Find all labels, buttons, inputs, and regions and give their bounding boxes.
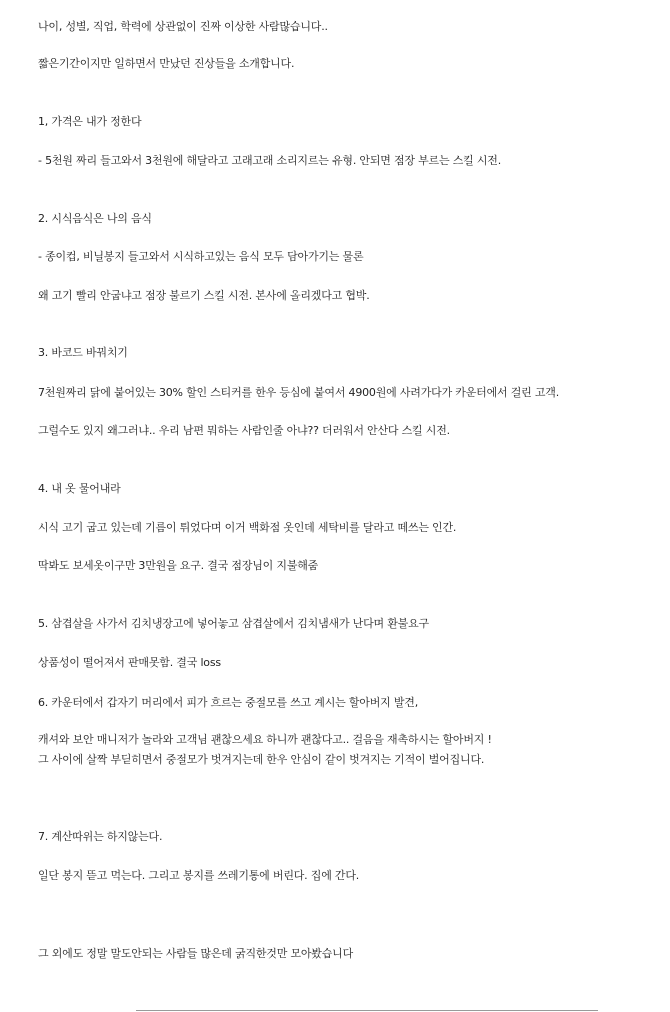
post-line: 6. 카운터에서 갑자기 머리에서 피가 흐르는 중절모를 쓰고 계시는 할아버지 발견, bbox=[38, 696, 418, 709]
post-line: 짧은기간이지만 일하면서 만났던 진상들을 소개합니다. bbox=[38, 57, 295, 70]
post-line: 딱봐도 보세옷이구만 3만원을 요구. 결국 점장님이 지불해줌 bbox=[38, 559, 319, 572]
post-line: 왜 고기 빨리 안굽냐고 점장 불르기 스킬 시전. 본사에 올리겠다고 협박. bbox=[38, 289, 370, 302]
post-line: 그 외에도 정말 말도안되는 사람들 많은데 굵직한것만 모아봤습니다 bbox=[38, 947, 354, 960]
post-line: 그 사이에 살짝 부딛히면서 중절모가 벗겨지는데 한우 안심이 같이 벗겨지는 기적이 벌어집니다. bbox=[38, 753, 485, 766]
post-line: 2. 시식음식은 나의 음식 bbox=[38, 212, 152, 225]
post-line: 캐셔와 보안 매니저가 놀라와 고객님 괜찮으세요 하니까 괜찮다고.. 걸음을 재촉하시는 할아버지 ! bbox=[38, 733, 492, 746]
post-line: 7. 계산따위는 하지않는다. bbox=[38, 830, 163, 843]
post-line: 시식 고기 굽고 있는데 기름이 튀었다며 이거 백화점 옷인데 세탁비를 달라고 떼쓰는 인간. bbox=[38, 521, 457, 534]
post-line: 나이, 성별, 직업, 학력에 상관없이 진짜 이상한 사람많습니다.. bbox=[38, 20, 328, 33]
post-line: - 5천원 짜리 들고와서 3천원에 해달라고 고래고래 소리지르는 유형. 안되면 점장 부르는 스킬 시전. bbox=[38, 154, 502, 167]
post-line: 3. 바코드 바꿔치기 bbox=[38, 346, 128, 359]
post-line: - 종이컵, 비닐봉지 들고와서 시식하고있는 음식 모두 담아가기는 물론 bbox=[38, 250, 364, 263]
post-line: 7천원짜리 닭에 붙어있는 30% 할인 스티커를 한우 등심에 붙여서 4900원에 사려가다가 카운터에서 걸린 고객. bbox=[38, 386, 560, 399]
post-line: 1, 가격은 내가 정한다 bbox=[38, 115, 142, 128]
post-line: 상품성이 떨어져서 판매못함. 결국 loss bbox=[38, 656, 221, 669]
post-line: 5. 삼겹살을 사가서 김치냉장고에 넣어놓고 삼겹살에서 김치냄새가 난다며 환불요구 bbox=[38, 617, 429, 630]
post-line: 일단 봉지 뜯고 먹는다. 그리고 봉지를 쓰레기통에 버린다. 집에 간다. bbox=[38, 869, 360, 882]
bottom-divider bbox=[136, 1010, 598, 1011]
post-line: 4. 내 옷 물어내라 bbox=[38, 482, 121, 495]
post-line: 그럴수도 있지 왜그러냐.. 우리 남편 뭐하는 사람인줄 아냐?? 더러워서 안산다 스킬 시전. bbox=[38, 424, 450, 437]
